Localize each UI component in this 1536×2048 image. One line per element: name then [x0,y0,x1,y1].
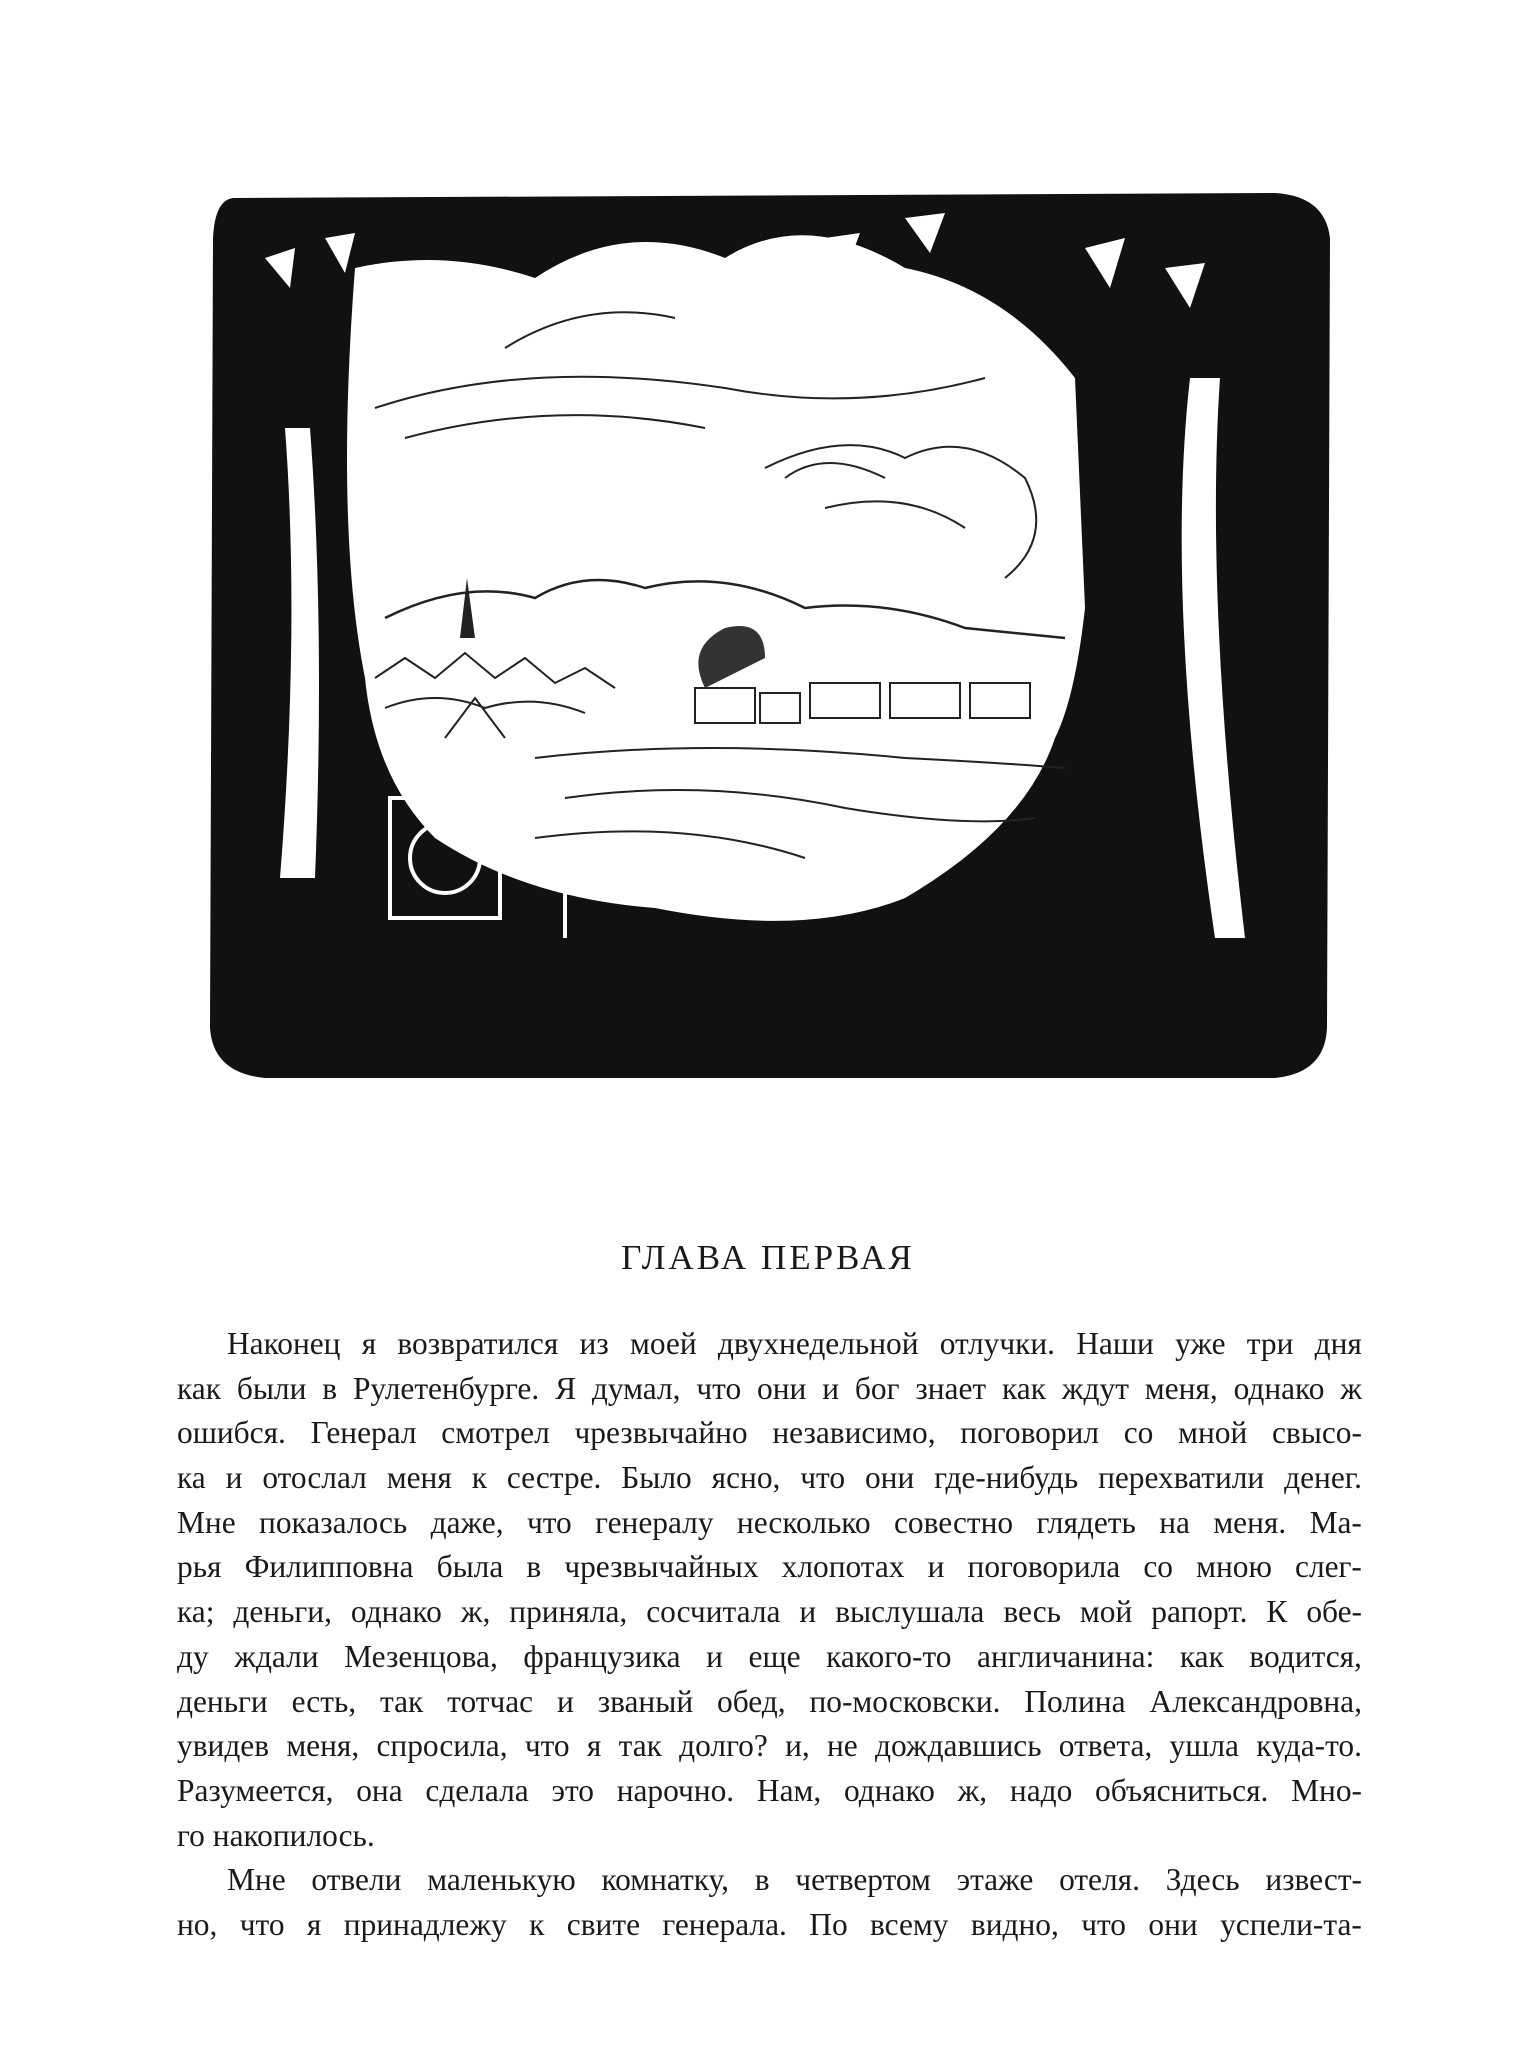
word: рья [177,1549,222,1585]
word: Ма- [1309,1504,1362,1540]
word: независимо, [772,1415,936,1451]
word: приняла, [509,1594,628,1630]
word: видно, [970,1906,1059,1942]
word: ясно, [711,1460,781,1496]
word: водится, [1249,1638,1362,1674]
word: в [322,1370,338,1406]
text-line [177,1590,1362,1635]
word: уже [1175,1326,1226,1361]
word: меня, [286,1728,360,1764]
word: со [1143,1549,1173,1585]
word: и [225,1460,243,1496]
text-line [177,1501,1362,1546]
word: и, [785,1728,810,1764]
word: всему [870,1906,949,1942]
word: и [799,1594,817,1630]
word: ж, [957,1772,988,1808]
word: в [526,1549,542,1585]
word: к [471,1460,487,1496]
chapter-illustration [205,178,1335,1088]
word: Мне [227,1862,286,1898]
word: Мезенцова, [344,1638,498,1674]
word: еще [748,1638,801,1674]
text-line [177,1367,1362,1412]
word: перехватили [1098,1460,1265,1496]
word: и [822,1370,840,1406]
word: возвратился [397,1326,559,1361]
word: ж, [460,1594,491,1630]
word: объясниться. [1095,1772,1269,1808]
word: они [757,1370,807,1406]
word: обед, [717,1683,786,1719]
word: и [927,1549,945,1585]
word: маленькую [427,1862,576,1898]
word: знает [915,1370,987,1406]
word: но, [177,1906,218,1942]
word: что [1081,1906,1127,1942]
word: меня [386,1460,452,1496]
word: и [706,1638,723,1674]
text-line [177,1322,1362,1367]
word: ответа, [1058,1728,1153,1764]
word: три [1246,1326,1294,1361]
word: Полина [1024,1683,1126,1719]
word: тотчас [447,1683,534,1719]
text-line [177,1411,1362,1456]
word: она [356,1772,403,1808]
word: глядеть [1036,1504,1136,1540]
word: ушла [1169,1728,1239,1764]
word: есть, [291,1683,357,1719]
word: думал, [591,1370,681,1406]
word: слег- [1295,1549,1362,1585]
word: ждут [1061,1370,1129,1406]
word: моей [629,1326,697,1361]
word: они [864,1460,915,1496]
word: комнатку, [601,1862,729,1898]
word: дня [1314,1326,1362,1361]
word: сестре. [506,1460,602,1496]
word: ка; [177,1594,215,1630]
word: Мне [177,1504,236,1540]
word: накопилось. [212,1817,375,1853]
word: бог [854,1370,900,1406]
word: однако [1233,1370,1325,1406]
word: успели-та- [1220,1906,1362,1942]
text-line [177,1903,1362,1948]
word: что [239,1906,285,1942]
word: отвели [311,1862,402,1898]
word: совестно [893,1504,1014,1540]
word: хлопотах [781,1549,905,1585]
word: Здесь [1165,1862,1240,1898]
word: Рулетенбурге. [352,1370,540,1406]
word: увидев [177,1728,270,1764]
word: деньги [177,1683,268,1719]
word: сделала [425,1772,529,1808]
word: Нам, [756,1772,822,1808]
word: весь [1003,1594,1061,1630]
word: мной [1178,1415,1248,1451]
word: по-московски. [809,1683,1001,1719]
word: смотрел [441,1415,550,1451]
word: однако [843,1772,935,1808]
word: отеля. [1059,1862,1140,1898]
word: генерала. [662,1906,787,1942]
text-line [177,1456,1362,1501]
word: как [1179,1638,1224,1674]
chapter-title: ГЛАВА ПЕРВАЯ [621,1238,915,1277]
word: ждали [234,1638,319,1674]
word: ж [1340,1370,1362,1406]
word: рапорт. [1151,1594,1248,1630]
word: так [618,1728,662,1764]
word: надо [1009,1772,1073,1808]
word: отлучки. [939,1326,1056,1361]
word: четвертом [795,1862,931,1898]
body-text [177,1322,1362,1948]
word: я [306,1906,322,1942]
text-line [177,1858,1362,1903]
word: К [1266,1594,1288,1630]
word: ка [177,1460,206,1496]
word: несколько [736,1504,871,1540]
word: По [809,1906,848,1942]
word: чрезвычайно [574,1415,748,1451]
word: однако [350,1594,442,1630]
word: дождавшись [875,1728,1042,1764]
word: го [177,1817,205,1853]
word: мною [1196,1549,1272,1585]
text-line [177,1680,1362,1725]
word: поговорила [967,1549,1121,1585]
word: какого-то [826,1638,952,1674]
word: со [1123,1415,1154,1451]
word: это [551,1772,594,1808]
text-line [177,1545,1362,1590]
word: что [524,1728,570,1764]
word: англичанина: [977,1638,1155,1674]
word: даже, [430,1504,504,1540]
word: Филипповна [244,1549,414,1585]
word: этаже [956,1862,1034,1898]
text-line [177,1769,1362,1814]
word: свите [566,1906,641,1942]
word: что [526,1504,572,1540]
word: Мно- [1291,1772,1362,1808]
word: выслушала [835,1594,985,1630]
word: меня, [1144,1370,1218,1406]
word: я [586,1728,602,1764]
word: принадлежу [343,1906,507,1942]
word: свысо- [1272,1415,1362,1451]
word: что [800,1460,846,1496]
word: поговорил [960,1415,1100,1451]
text-line [177,1724,1362,1769]
word: они [1148,1906,1198,1942]
word: и [557,1683,574,1719]
word: денег. [1284,1460,1362,1496]
word: ошибся. [177,1415,286,1451]
word: Генерал [310,1415,417,1451]
word: не [827,1728,858,1764]
word: как [177,1370,221,1406]
word: Было [621,1460,692,1496]
word: на [1159,1504,1190,1540]
word: в [754,1862,770,1898]
word: показалось [259,1504,408,1540]
text-line [177,1635,1362,1680]
word: как [1002,1370,1046,1406]
word: обе- [1306,1594,1362,1630]
word: генералу [595,1504,714,1540]
word: ду [177,1638,209,1674]
word: меня. [1213,1504,1287,1540]
word: Наши [1076,1326,1154,1361]
word: была [436,1549,504,1585]
word: отослал [262,1460,367,1496]
word: из [579,1326,609,1361]
word: долго? [679,1728,768,1764]
word: сосчитала [646,1594,781,1630]
word: куда-то. [1256,1728,1362,1764]
word: двухнедельной [717,1326,919,1361]
word: французика [523,1638,681,1674]
word: нарочно. [616,1772,735,1808]
word: чрезвычайных [564,1549,759,1585]
word: извест- [1265,1862,1362,1898]
word: что [696,1370,742,1406]
word: Александровна, [1149,1683,1362,1719]
word: к [529,1906,545,1942]
word: званый [597,1683,694,1719]
word: Наконец [227,1326,341,1361]
word: Я [555,1370,576,1406]
word: спросила, [376,1728,508,1764]
word: деньги, [233,1594,332,1630]
word: я [361,1326,377,1361]
word: где-нибудь [934,1460,1079,1496]
word: Разумеется, [177,1772,334,1808]
word: так [379,1683,424,1719]
word: были [236,1370,307,1406]
word: мой [1079,1594,1133,1630]
text-line [177,1814,1362,1859]
